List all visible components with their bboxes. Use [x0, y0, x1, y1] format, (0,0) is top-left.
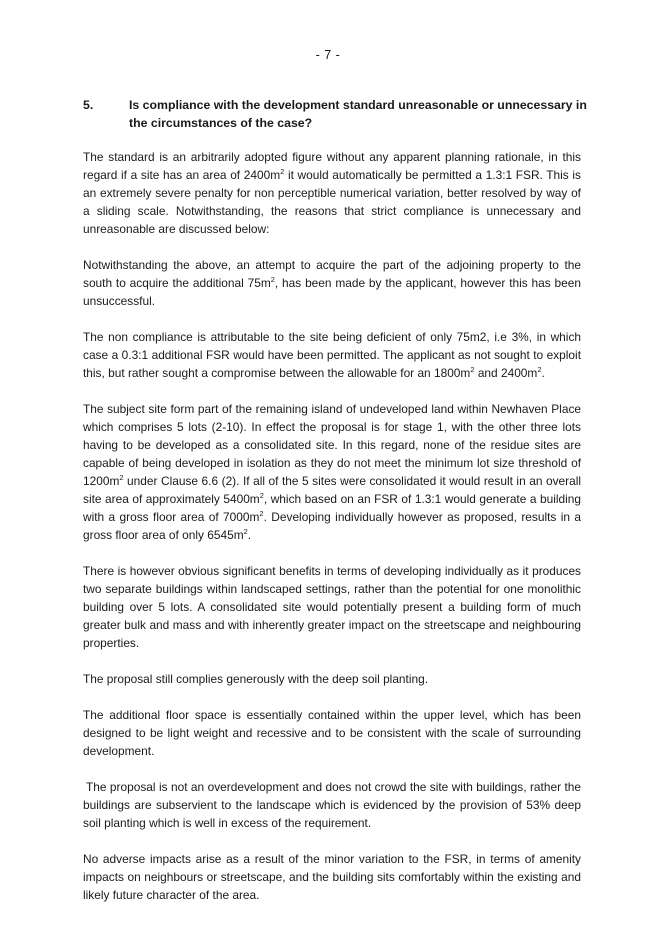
- superscript-two: 2: [470, 365, 475, 375]
- superscript-two: 2: [119, 473, 124, 483]
- section-number: 5.: [83, 98, 94, 112]
- superscript-two: 2: [270, 275, 275, 285]
- page-number: - 7 -: [315, 48, 341, 62]
- paragraph: No adverse impacts arise as a result of the minor variation to the FSR, in terms of amenity impacts on neighbours or streetscape, and the building sits comfortably within the existing and likely future character of the area.: [83, 852, 581, 902]
- superscript-two: 2: [259, 491, 264, 501]
- body-text: [83, 148, 581, 922]
- superscript-two: 2: [243, 527, 248, 537]
- superscript-two: 2: [259, 509, 264, 519]
- paragraph: There is however obvious significant benefits in terms of developing individually as it produces two separate buildings within landscaped settings, rather than the potential for one monolithic building over 5 lots. A consolidated site would potentially present a building form of much greater bulk and mass and with inherently greater impact on the streetscape and neighbouring properties.: [83, 564, 581, 650]
- section-title: Is compliance with the development standard unreasonable or unnecessary in the circumstances of the case?: [129, 98, 587, 130]
- paragraph: The non compliance is attributable to the site being deficient of only 75m2, i.e 3%, in which case a 0.3:1 additional FSR would have been permitted. The applicant as not sought to exploit this, but rather sought a compromise between the allowable for an $1800m^2$ and $2400m^2$.: [83, 330, 581, 380]
- superscript-two: 2: [537, 365, 542, 375]
- paragraph: The additional floor space is essentially contained within the upper level, which has been designed to be light weight and recessive and to be consistent with the scale of surrounding development.: [83, 708, 581, 758]
- paragraph: The proposal is not an overdevelopment and does not crowd the site with buildings, rather the buildings are subservient to the landscape which is evidenced by the provision of 53% deep soil planting which is well in excess of the requirement.: [83, 780, 581, 830]
- paragraph: The subject site form part of the remaining island of undeveloped land within Newhaven Place which comprises 5 lots (2-10). In effect the proposal is for stage 1, with the other three lots having to be developed as a consolidated site. In this regard, none of the residue sites are capable of being developed in isolation as they do not meet the minimum lot size threshold of $1200m^2$ under Clause 6.6 (2). If all of the 5 sites were consolidated it would result in an overall site area of approximately $5400m^2$, which based on an FSR of 1.3:1 would generate a building with a gross floor area of $7000m^2$. Developing individually however as proposed, results in a gross floor area of only $6545m^2$.: [83, 402, 582, 542]
- paragraph: Notwithstanding the above, an attempt to acquire the part of the adjoining property to the south to acquire the additional $75m^2$, has been made by the applicant, however this has been unsuccessful.: [83, 258, 581, 308]
- superscript-two: 2: [280, 167, 285, 177]
- paragraph: The proposal still complies generously with the deep soil planting.: [83, 672, 429, 686]
- paragraph: The standard is an arbitrarily adopted figure without any apparent planning rationale, in this regard if a site has an area of $2400m^2$ it would automatically be permitted a 1.3:1 FSR. This is an extremely severe penalty for non perceptible numerical variation, better resolved by way of a sliding scale. Notwithstanding, the reasons that strict compliance is unnecessary and unreasonable are discussed below:: [83, 150, 581, 236]
